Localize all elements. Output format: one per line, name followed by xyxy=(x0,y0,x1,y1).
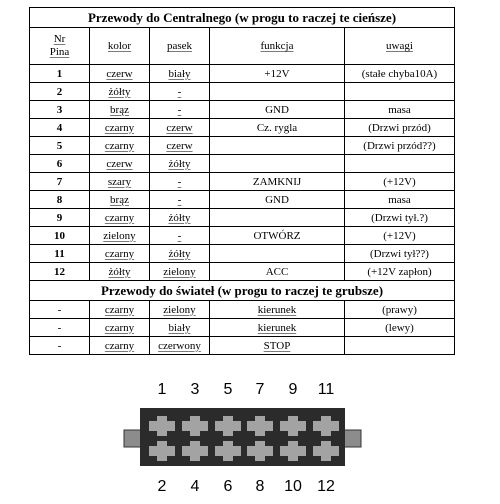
cell-kolor: brąz xyxy=(90,101,150,119)
cell-kolor: czarny xyxy=(90,119,150,137)
cell-funkcja: OTWÓRZ xyxy=(210,227,345,245)
header-pin-line1: Nr xyxy=(53,33,66,45)
cell-pin: 12 xyxy=(30,263,90,281)
pin-number-top: 1 xyxy=(157,381,167,398)
cell-kolor: czerw xyxy=(90,65,150,83)
pin-number-top: 3 xyxy=(190,381,200,398)
table-row xyxy=(30,245,455,263)
cell-pasek: biały xyxy=(150,65,210,83)
cell-kolor: czarny xyxy=(90,301,150,319)
table-row-lights xyxy=(30,337,455,355)
cell-pasek: czerw xyxy=(150,137,210,155)
cell-kolor: czarny xyxy=(90,137,150,155)
table-row xyxy=(30,191,455,209)
pin-number-bottom: 12 xyxy=(317,478,335,495)
cell-pin: 7 xyxy=(30,173,90,191)
cell-funkcja xyxy=(210,209,345,227)
pin-number-bottom: 4 xyxy=(190,478,200,495)
pin-number-top: 11 xyxy=(317,381,335,398)
cell-pin: 4 xyxy=(30,119,90,137)
cell-pin: - xyxy=(30,319,90,337)
cell-pasek: czerwony xyxy=(150,337,210,355)
cell-uwagi: (+12V zapłon) xyxy=(345,263,455,281)
header-pasek: pasek xyxy=(150,28,210,65)
pinout-table xyxy=(29,7,455,355)
header-pin xyxy=(30,28,90,65)
cell-pin: 1 xyxy=(30,65,90,83)
cell-pasek: - xyxy=(150,173,210,191)
cell-uwagi: (+12V) xyxy=(345,173,455,191)
cell-funkcja: GND xyxy=(210,101,345,119)
cell-pasek: - xyxy=(150,191,210,209)
right-latch xyxy=(344,430,361,447)
cell-pin: 9 xyxy=(30,209,90,227)
cell-uwagi: (+12V) xyxy=(345,227,455,245)
cell-pasek: czerw xyxy=(150,119,210,137)
cell-uwagi: (lewy) xyxy=(345,319,455,337)
table-row xyxy=(30,263,455,281)
connector-drawing xyxy=(0,360,500,504)
cell-pasek: żółty xyxy=(150,155,210,173)
table-row-lights xyxy=(30,301,455,319)
cell-uwagi: (Drzwi przód) xyxy=(345,119,455,137)
table-row-lights xyxy=(30,319,455,337)
pin-number-top: 5 xyxy=(223,381,233,398)
connector-body xyxy=(140,408,345,466)
cell-uwagi: (Drzwi tył??) xyxy=(345,245,455,263)
table-row xyxy=(30,173,455,191)
pin-number-bottom: 10 xyxy=(284,478,302,495)
cell-funkcja: kierunek xyxy=(210,319,345,337)
cell-uwagi: (Drzwi przód??) xyxy=(345,137,455,155)
cell-funkcja: ACC xyxy=(210,263,345,281)
cell-pasek: zielony xyxy=(150,301,210,319)
pin-number-top: 7 xyxy=(255,381,265,398)
table-row xyxy=(30,227,455,245)
cell-funkcja: GND xyxy=(210,191,345,209)
pin-number-top: 9 xyxy=(288,381,298,398)
cell-pin: 3 xyxy=(30,101,90,119)
cell-pasek: żółty xyxy=(150,245,210,263)
table-row xyxy=(30,155,455,173)
cell-uwagi: (prawy) xyxy=(345,301,455,319)
pin-number-bottom: 6 xyxy=(223,478,233,495)
table-row xyxy=(30,137,455,155)
cell-pin: 8 xyxy=(30,191,90,209)
cell-kolor: czarny xyxy=(90,209,150,227)
cell-kolor: żółty xyxy=(90,83,150,101)
table-row xyxy=(30,119,455,137)
cell-funkcja: STOP xyxy=(210,337,345,355)
cell-pin: 11 xyxy=(30,245,90,263)
table-row xyxy=(30,65,455,83)
header-kolor: kolor xyxy=(90,28,150,65)
cell-pasek: biały xyxy=(150,319,210,337)
cell-uwagi: masa xyxy=(345,191,455,209)
table-row xyxy=(30,209,455,227)
cell-kolor: czarny xyxy=(90,245,150,263)
cell-kolor: żółty xyxy=(90,263,150,281)
cell-funkcja: +12V xyxy=(210,65,345,83)
cell-pin: 10 xyxy=(30,227,90,245)
cell-pasek: żółty xyxy=(150,209,210,227)
cell-pin: - xyxy=(30,337,90,355)
cell-pasek: - xyxy=(150,83,210,101)
cell-pin: - xyxy=(30,301,90,319)
header-pin-line2: Pina xyxy=(49,46,70,58)
cell-uwagi: (Drzwi tył.?) xyxy=(345,209,455,227)
cell-kolor: czarny xyxy=(90,337,150,355)
header-uwagi: uwagi xyxy=(345,28,455,65)
cell-funkcja xyxy=(210,245,345,263)
cell-kolor: brąz xyxy=(90,191,150,209)
cell-uwagi xyxy=(345,155,455,173)
cell-kolor: czerw xyxy=(90,155,150,173)
cell-uwagi: masa xyxy=(345,101,455,119)
section2-title: Przewody do świateł (w progu to raczej te grubsze) xyxy=(30,281,455,301)
connector-diagram xyxy=(0,360,500,504)
cell-uwagi xyxy=(345,337,455,355)
cell-pasek: - xyxy=(150,227,210,245)
cell-funkcja: ZAMKNIJ xyxy=(210,173,345,191)
cell-funkcja xyxy=(210,155,345,173)
pin-number-bottom: 8 xyxy=(255,478,265,495)
cell-pin: 6 xyxy=(30,155,90,173)
cell-pasek: zielony xyxy=(150,263,210,281)
table-row xyxy=(30,101,455,119)
cell-kolor: szary xyxy=(90,173,150,191)
cell-kolor: zielony xyxy=(90,227,150,245)
cell-pin: 5 xyxy=(30,137,90,155)
table-row xyxy=(30,83,455,101)
cell-uwagi xyxy=(345,83,455,101)
cell-funkcja xyxy=(210,83,345,101)
cell-pasek: - xyxy=(150,101,210,119)
pin-number-bottom: 2 xyxy=(157,478,167,495)
cell-funkcja: Cz. rygla xyxy=(210,119,345,137)
cell-pin: 2 xyxy=(30,83,90,101)
table-title: Przewody do Centralnego (w progu to raczej te cieńsze) xyxy=(30,8,455,28)
left-latch xyxy=(124,430,141,447)
header-funkcja: funkcja xyxy=(210,28,345,65)
cell-funkcja xyxy=(210,137,345,155)
cell-funkcja: kierunek xyxy=(210,301,345,319)
cell-kolor: czarny xyxy=(90,319,150,337)
cell-uwagi: (stałe chyba10A) xyxy=(345,65,455,83)
